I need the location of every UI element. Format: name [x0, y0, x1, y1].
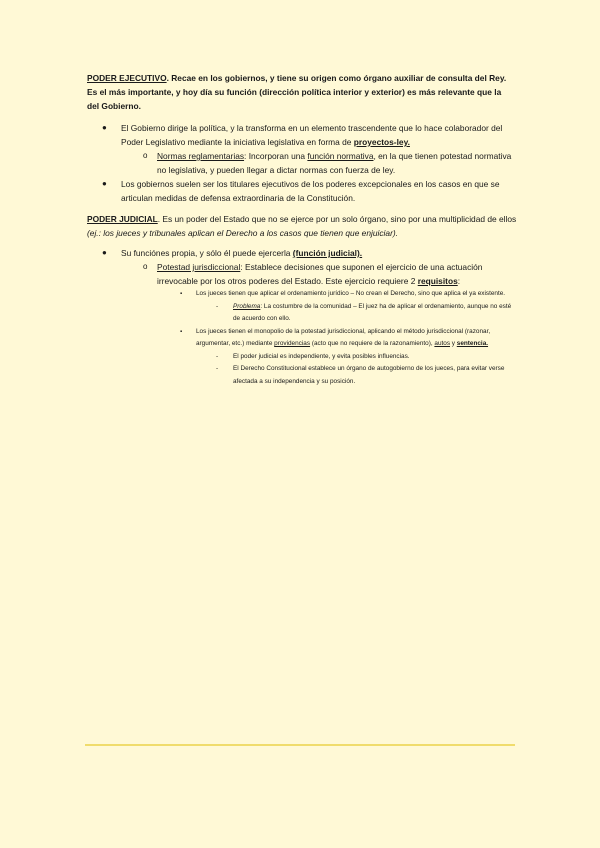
square-marker: ▪	[180, 291, 183, 297]
list-item-text: El poder judicial es independiente, y evita posibles influencias.	[233, 352, 410, 360]
list-item-text: y	[450, 340, 457, 347]
square-marker: ▪	[180, 328, 183, 335]
list-judicial	[87, 246, 517, 388]
sub-list-item	[87, 260, 517, 288]
sub-list-item	[87, 149, 517, 177]
sub-sub-list-item	[87, 288, 517, 301]
list-item-text: El Gobierno dirige la política, y la transforma en un elemento trascendente que lo hace colaborador del Poder Legislativo mediante la iniciativa legislativa en forma de	[121, 123, 503, 147]
underlined-term: Potestad jurisdiccional	[157, 262, 241, 272]
dash-list-item	[87, 351, 517, 364]
list-item-text: : La costumbre de la comunidad – El juez ha de aplicar el ordenamiento, aunque no esté de acuerdo con ello.	[233, 302, 512, 322]
list-item	[87, 246, 517, 260]
underlined-term: providencias	[274, 340, 311, 347]
list-item-text: Su funciónes propia, y sólo él puede ejercerla	[121, 248, 293, 258]
italic-example: (ej.: los jueces y tribunales aplican el Derecho a los casos que tienen que enjuiciar).	[87, 228, 398, 238]
underlined-term: proyectos-ley.	[353, 137, 410, 147]
dash-marker: -	[216, 302, 219, 310]
dash-list-item	[87, 363, 517, 388]
dash-marker: -	[216, 365, 219, 372]
list-item	[87, 121, 517, 149]
circle-marker: o	[143, 262, 148, 271]
underlined-term: función normativa	[307, 151, 374, 161]
list-item-text: (acto que no requiere de la razonamiento),	[310, 340, 435, 347]
italic-term: Problema	[233, 302, 261, 310]
list-item-text: Los jueces tienen el monopolio de la potestad jurisdiccional, aplicando el método jurisdiccional (razonar, argumentar, etc.) mediante	[196, 327, 491, 347]
bullet-marker: ●	[102, 179, 107, 188]
circle-marker: o	[143, 151, 148, 160]
list-item-text: Los gobiernos suelen ser los titulares ejecutivos de los poderes excepcionales en los casos en que se articulan medidas de defensa extraordinaria de la Constitución.	[121, 179, 500, 203]
paragraph-text: . Es un poder del Estado que no se ejerce por un solo órgano, sino por una multiplicidad de ellos	[157, 214, 517, 224]
list-item-text: : Establece decisiones que suponen el ejercicio de una actuación irrevocable por los otros poderes del Estado. Este ejercicio requiere 2	[157, 262, 483, 286]
paragraph-poder-ejecutivo	[87, 71, 507, 113]
underlined-term: Normas reglamentarias	[157, 151, 245, 161]
list-item	[87, 177, 517, 205]
sub-sub-list-item	[87, 326, 517, 351]
underlined-term: (función judicial).	[292, 248, 363, 258]
underlined-term: sentencia.	[456, 340, 489, 347]
list-item-text: : Incorporan una	[244, 151, 308, 161]
list-ejecutivo	[87, 121, 517, 205]
heading-poder-ejecutivo: PODER EJECUTIVO	[87, 73, 167, 83]
paragraph-text: . Recae en los gobiernos, y tiene su origen como órgano auxiliar de consulta del Rey. Es el más importante, y hoy día su función (dirección política interior y exterior) es más relevante que la del Gobierno.	[87, 73, 507, 111]
list-item-text: :	[457, 276, 461, 286]
paragraph-poder-judicial	[87, 212, 517, 240]
dash-list-item	[87, 301, 517, 326]
list-item-text: El Derecho Constitucional establece un órgano de autogobierno de los jueces, para evitar verse afectada a su independencia y su posición.	[233, 365, 505, 385]
bullet-marker: ●	[102, 123, 107, 132]
footer-divider	[85, 744, 515, 746]
list-item-text: Los jueces tienen que aplicar el ordenamiento jurídico – No crean el Derecho, sino que aplica el ya existente.	[196, 290, 506, 297]
underlined-term: autos	[434, 340, 451, 347]
underlined-term: requisitos	[417, 276, 458, 286]
heading-poder-judicial: PODER JUDICIAL	[87, 214, 158, 224]
list-item-text: , en la que tienen potestad normativa no legislativa, y pueden llegar a dictar normas con fuerza de ley.	[157, 151, 512, 175]
bullet-marker: ●	[102, 248, 107, 257]
dash-marker: -	[216, 352, 219, 360]
